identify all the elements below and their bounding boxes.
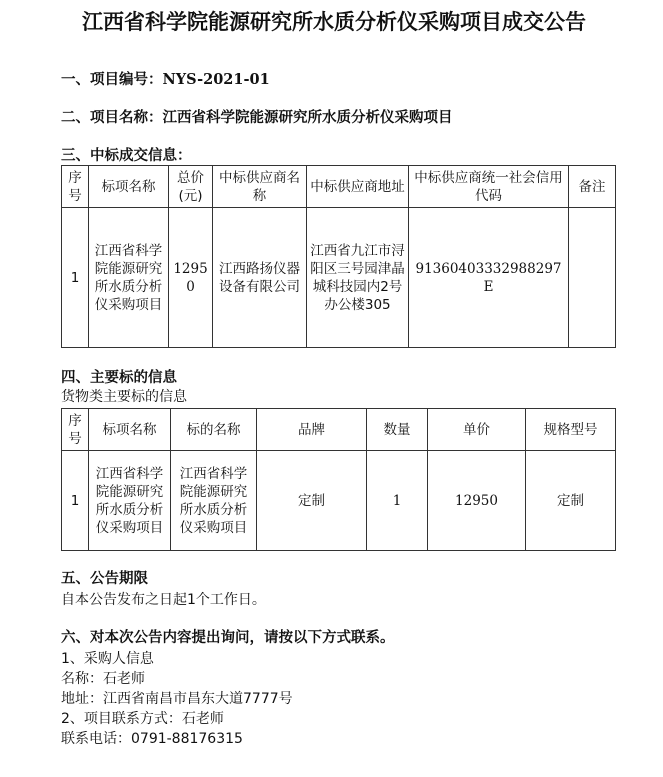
item-name-cell: 江西省科学院能源研究所水质分析仪采购项目: [89, 451, 171, 551]
main-target-table: [61, 408, 616, 551]
target-table-row: [62, 451, 616, 551]
header-cell: 备注: [569, 166, 616, 208]
quantity-cell: 1: [367, 451, 428, 551]
contact-phone-line: 联系电话：0791-88176315: [61, 731, 243, 747]
remark-cell: [569, 208, 616, 348]
page-title: 江西省科学院能源研究所水质分析仪采购项目成交公告: [82, 9, 586, 34]
header-cell: 总价(元): [169, 166, 213, 208]
header-cell: 数量: [367, 409, 428, 451]
award-table-row: [62, 208, 616, 348]
notice-period-text: 自本公告发布之日起1个工作日。: [61, 592, 266, 608]
project-number-label: 一、项目编号：: [61, 71, 163, 88]
award-info-table: [61, 165, 616, 348]
header-cell: 规格型号: [526, 409, 616, 451]
project-contact-line: 2、项目联系方式：石老师: [61, 711, 224, 727]
header-cell: 中标供应商地址: [307, 166, 409, 208]
project-name-label: 二、项目名称：: [61, 109, 163, 126]
award-table-header-row: [62, 166, 616, 208]
project-number-line: [61, 70, 270, 90]
header-cell: 品牌: [257, 409, 367, 451]
header-cell: 序号: [62, 166, 89, 208]
supplier-name-cell: 江西路扬仪器设备有限公司: [213, 208, 307, 348]
goods-target-subheading: 货物类主要标的信息: [61, 389, 187, 405]
unit-price-cell: 12950: [428, 451, 526, 551]
header-cell: 中标供应商统一社会信用代码: [409, 166, 569, 208]
header-cell: 中标供应商名称: [213, 166, 307, 208]
buyer-name-line: 名称：石老师: [61, 671, 145, 687]
project-number-value: NYS-2021-01: [162, 71, 270, 88]
buyer-info-heading: 1、采购人信息: [61, 651, 154, 667]
header-cell: 标项名称: [89, 409, 171, 451]
target-name-cell: 江西省科学院能源研究所水质分析仪采购项目: [171, 451, 257, 551]
project-name-value: 江西省科学院能源研究所水质分析仪采购项目: [162, 109, 453, 126]
project-name-line: [61, 108, 453, 128]
main-target-heading: 四、主要标的信息: [61, 369, 177, 386]
contact-heading: 六、对本次公告内容提出询问，请按以下方式联系。: [61, 629, 395, 646]
spec-cell: 定制: [526, 451, 616, 551]
notice-period-heading: 五、公告期限: [61, 570, 148, 587]
header-cell: 标项名称: [89, 166, 169, 208]
header-cell: 标的名称: [171, 409, 257, 451]
header-cell: 序号: [62, 409, 89, 451]
item-name-cell: 江西省科学院能源研究所水质分析仪采购项目: [89, 208, 169, 348]
brand-cell: 定制: [257, 451, 367, 551]
target-table-header-row: [62, 409, 616, 451]
buyer-address-line: 地址：江西省南昌市昌东大道7777号: [61, 691, 293, 707]
row-index-cell: 1: [62, 208, 89, 348]
credit-code-cell: 91360403332988297E: [409, 208, 569, 348]
total-price-cell: 12950: [169, 208, 213, 348]
award-info-heading: 三、中标成交信息：: [61, 147, 192, 164]
row-index-cell: 1: [62, 451, 89, 551]
supplier-address-cell: 江西省九江市浔阳区三号园津晶城科技园内2号办公楼305: [307, 208, 409, 348]
header-cell: 单价: [428, 409, 526, 451]
